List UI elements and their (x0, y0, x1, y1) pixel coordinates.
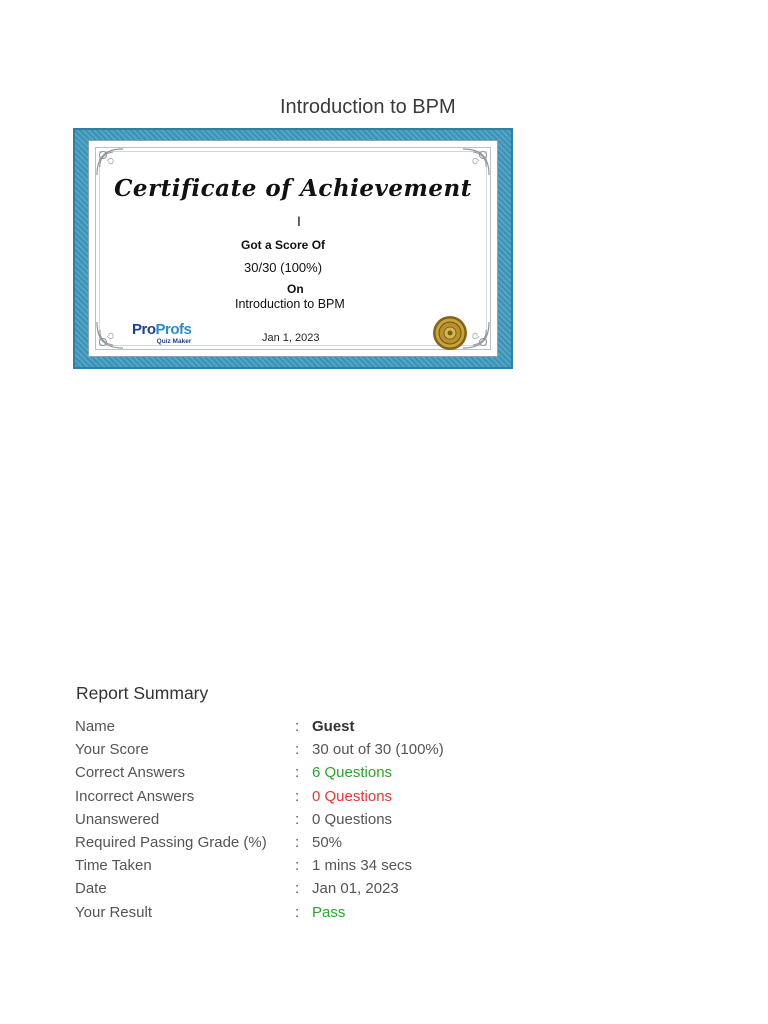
row-colon: : (295, 810, 300, 828)
row-label: Your Result (75, 903, 152, 921)
report-row-unanswered (75, 809, 595, 832)
row-value: 6 Questions (312, 764, 393, 782)
report-row-date (75, 878, 595, 901)
row-value: 50% (312, 833, 343, 851)
proprofs-logo (132, 322, 191, 345)
certificate-score: 30/30 (100%) (244, 260, 323, 275)
row-colon: : (295, 718, 300, 735)
certificate-on-label: On (287, 282, 304, 296)
logo-text-profs: Profs (155, 321, 192, 338)
certificate-paper (88, 140, 498, 357)
row-value: 1 mins 34 secs (312, 857, 413, 875)
certificate-quiz-name: Introduction to BPM (235, 297, 345, 311)
corner-ornament-icon (95, 147, 125, 177)
certificate-score-label: Got a Score Of (241, 238, 326, 252)
row-label: Name (75, 718, 116, 735)
row-label: Time Taken (75, 857, 152, 875)
row-colon: : (295, 903, 300, 921)
report-summary-table (75, 716, 595, 925)
row-value: 30 out of 30 (100%) (312, 741, 444, 759)
certificate-date: Jan 1, 2023 (262, 332, 320, 344)
row-value: 0 Questions (312, 787, 393, 805)
row-value: 0 Questions (312, 810, 393, 828)
row-value: Guest (312, 718, 355, 735)
row-label: Unanswered (75, 810, 160, 828)
report-summary-title: Report Summary (76, 683, 209, 703)
row-label: Your Score (75, 741, 149, 759)
certificate-heading: Certificate of Achievement (114, 175, 472, 202)
logo-text-pro: Pro (132, 321, 156, 338)
certificate-recipient-name: I (297, 213, 301, 229)
row-label: Date (75, 880, 107, 898)
certificate (73, 128, 513, 369)
row-colon: : (295, 833, 300, 851)
report-row-incorrect (75, 786, 595, 809)
row-colon: : (295, 880, 300, 898)
row-value: Pass (312, 903, 346, 921)
report-row-passing-grade (75, 832, 595, 855)
quiz-title: Introduction to BPM (280, 96, 456, 118)
corner-ornament-icon (95, 320, 125, 350)
report-row-score (75, 739, 595, 762)
report-row-name (75, 716, 595, 739)
row-colon: : (295, 764, 300, 782)
row-label: Correct Answers (75, 764, 186, 782)
row-colon: : (295, 787, 300, 805)
row-label: Incorrect Answers (75, 787, 195, 805)
logo-subtitle: Quiz Maker (156, 338, 192, 345)
row-label: Required Passing Grade (%) (75, 833, 267, 851)
corner-ornament-icon (461, 147, 491, 177)
row-colon: : (295, 857, 300, 875)
gold-seal-icon (432, 315, 468, 351)
row-colon: : (295, 741, 300, 759)
report-row-result (75, 902, 595, 925)
row-value: Jan 01, 2023 (312, 880, 399, 898)
report-row-time-taken (75, 855, 595, 878)
report-row-correct (75, 762, 595, 785)
